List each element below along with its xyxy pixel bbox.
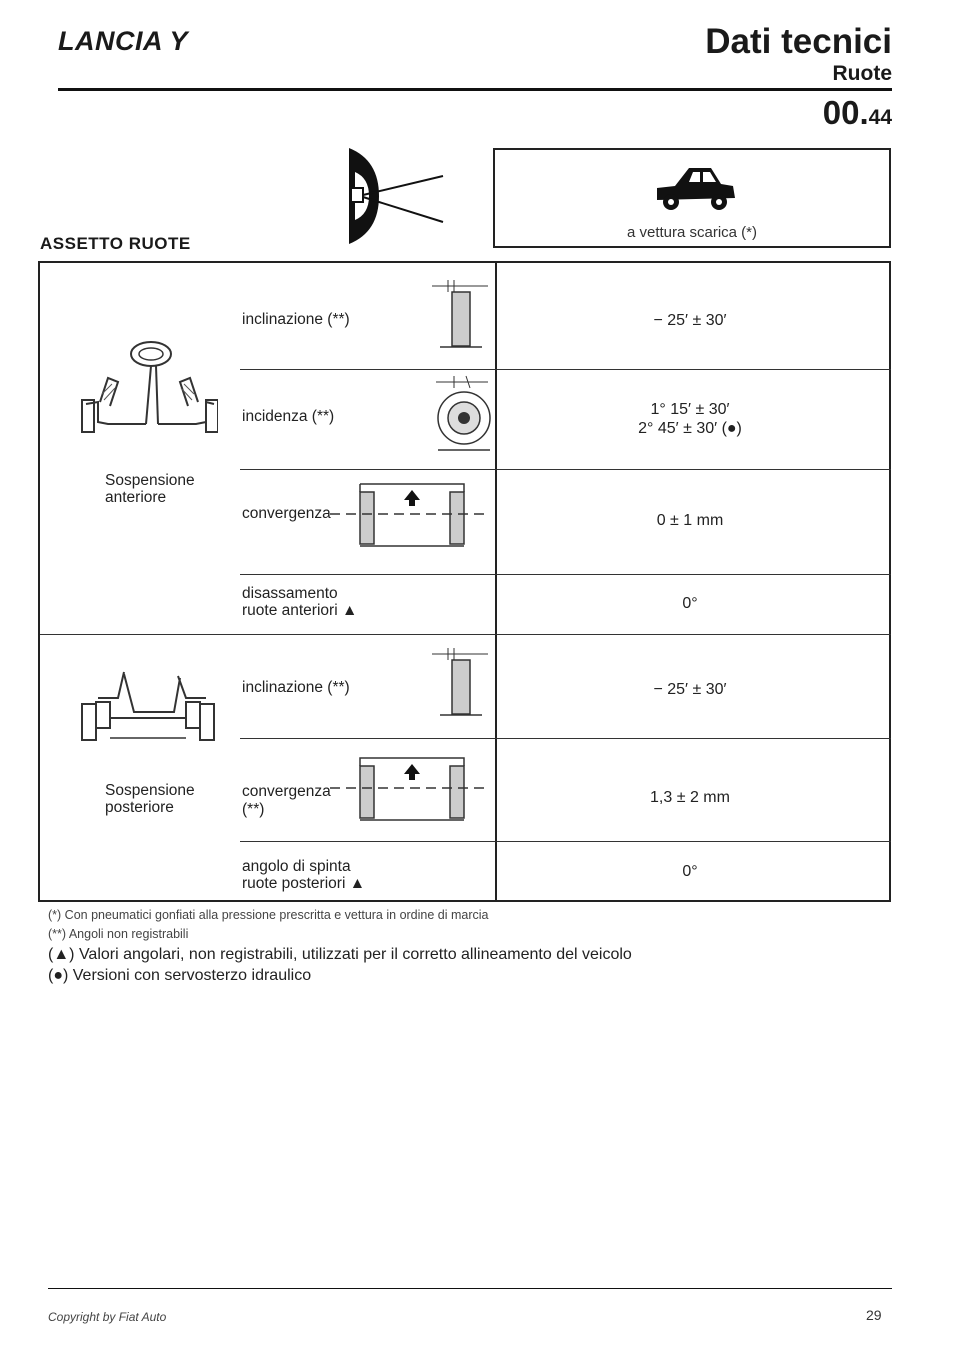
camber-icon	[430, 646, 490, 718]
rear-row-1-value: − 25′ ± 30′	[653, 681, 727, 698]
rear-row-3-param-2: ruote posteriori ▲	[242, 875, 366, 892]
caster-icon	[432, 374, 492, 454]
row-divider	[240, 469, 891, 470]
camber-icon	[430, 278, 490, 350]
front-row-4-param-2: ruote anteriori ▲	[242, 602, 358, 619]
rear-group-label-2: posteriore	[105, 799, 174, 816]
page-code-small: 44	[868, 106, 892, 129]
row-divider	[240, 738, 891, 739]
front-row-3-param: convergenza	[242, 505, 331, 522]
row-divider	[240, 369, 891, 370]
wheel-alignment-icon	[345, 146, 450, 248]
rear-row-2-value: 1,3 ± 2 mm	[650, 789, 730, 806]
group-divider	[40, 634, 891, 635]
front-row-4-param: disassamento	[242, 585, 338, 602]
front-group-label-2: anteriore	[105, 489, 167, 506]
page-number: 29	[866, 1307, 882, 1323]
footnote-2: (**) Angoli non registrabili	[48, 927, 189, 941]
toe-icon	[330, 754, 490, 824]
car-icon	[653, 160, 737, 218]
toe-icon	[330, 480, 490, 550]
front-group-label-1: Sospensione	[105, 472, 195, 489]
rear-row-2-param: convergenza	[242, 783, 331, 800]
front-suspension-icon	[78, 330, 218, 440]
rear-row-1-param: inclinazione (**)	[242, 679, 350, 696]
front-row-2-param: incidenza (**)	[242, 408, 335, 425]
page-code-main: 00.	[822, 94, 869, 131]
rear-row-3-value: 0°	[682, 863, 698, 880]
copyright: Copyright by Fiat Auto	[48, 1310, 167, 1324]
footnote-4: (●) Versioni con servosterzo idraulico	[48, 967, 312, 984]
row-divider	[240, 841, 891, 842]
rear-row-2-param-2: (**)	[242, 801, 265, 818]
condition-caption: a vettura scarica (*)	[626, 224, 758, 241]
section-title: ASSETTO RUOTE	[40, 234, 191, 253]
document-subtitle: Ruote	[832, 62, 892, 85]
rear-group-label-1: Sospensione	[105, 782, 195, 799]
front-row-1-param: inclinazione (**)	[242, 311, 350, 328]
header-rule	[58, 88, 892, 91]
row-divider	[240, 574, 891, 575]
front-row-2-value: 1° 15′ ± 30′	[650, 401, 730, 418]
rear-suspension-icon	[78, 668, 218, 756]
footnote-1: (*) Con pneumatici gonfiati alla pressione prescritta e vettura in ordine di marcia	[48, 908, 489, 922]
document-title: Dati tecnici	[705, 22, 892, 61]
brand-title: LANCIA Y	[58, 26, 189, 56]
condition-header-box	[493, 148, 891, 248]
footer-rule	[48, 1288, 892, 1289]
rear-row-3-param: angolo di spinta	[242, 858, 351, 875]
front-row-3-value: 0 ± 1 mm	[656, 512, 724, 529]
front-row-2-value-2: 2° 45′ ± 30′ (●)	[638, 420, 742, 437]
footnote-3: (▲) Valori angolari, non registrabili, utilizzati per il corretto allineamento del veicolo	[48, 946, 632, 963]
front-row-4-value: 0°	[682, 595, 698, 612]
page-code	[823, 94, 892, 132]
front-row-1-value: − 25′ ± 30′	[653, 312, 727, 329]
